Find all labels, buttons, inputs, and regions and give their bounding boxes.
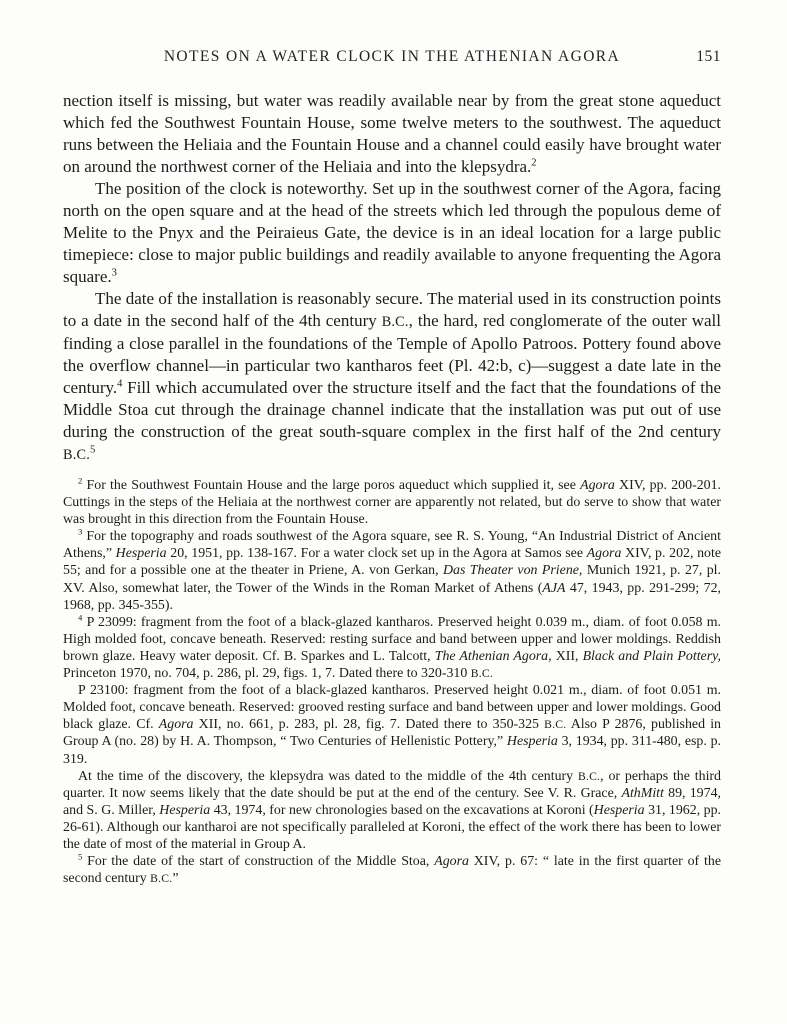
body-text — [63, 90, 721, 466]
footnote-4-part-2: P 23100: fragment from the foot of a black-glazed kantharos. Preserved height 0.021 m., diam. of foot 0.051 m. Molded foot, concave beneath. Reserved: grooved resting surface and band between upper and lower moldings. Good black glaze. Cf. Agora XII, no. 661, p. 283, pl. 28, fig. 7. Dated there to 350-325 B.C. Also P 2876, published in Group A (no. 28) by H. A. Thompson, “ Two Centuries of Hellenistic Pottery,” Hesperia 3, 1934, pp. 311-480, esp. p. 319. — [63, 683, 721, 767]
footnotes — [63, 477, 721, 887]
running-title: NOTES ON A WATER CLOCK IN THE ATHENIAN AGORA — [163, 48, 621, 65]
footnote-4-part-1: $^4$ P 23099: fragment from the foot of a black-glazed kantharos. Preserved height 0.039 m., diam. of foot 0.058 m. High molded foot, concave beneath. Reserved: resting surface and band between upper and lower moldings. Reddish brown glaze. Heavy water deposit. Cf. B. Sparkes and L. Talcott, The Athenian Agora, XII, Black and Plain Pottery, Princeton 1970, no. 704, p. 286, pl. 29, figs. 1, 7. Dated there to 320-310 B.C. — [63, 612, 721, 682]
page-header — [63, 48, 721, 66]
footnote-5: $^5$ For the date of the start of construction of the Middle Stoa, Agora XIV, p. 67: “ late in the first quarter of the second century B.C.” — [63, 851, 721, 887]
body-paragraph-3: The date of the installation is reasonably secure. The material used in its construction points to a date in the second half of the 4th century B.C., the hard, red conglomerate of the outer wall finding a close parallel in the foundations of the Temple of Apollo Patroos. Pottery found above the overflow channel—in particular two kantharos feet (Pl. 42:b, c)—suggest a date late in the century.$^4$ Fill which accumulated over the structure itself and the fact that the foundations of the Middle Stoa cut through the drainage channel indicate that the installation was put out of use during the construction of the great south-square complex in the first half of the 2nd century B.C.$^5$ — [63, 289, 721, 463]
footnote-4-part-3: At the time of the discovery, the klepsydra was dated to the middle of the 4th century B.C., or perhaps the third quarter. It now seems likely that the date should be put at the end of the century. See V. R. Grace, AthMitt 89, 1974, and S. G. Miller, Hesperia 43, 1974, for new chronologies based on the excavations at Koroni (Hesperia 31, 1962, pp. 26-61). Although our kantharoi are not specifically paralleled at Koroni, the effect of the work there has been to lower the date of most of the material in Group A. — [63, 768, 722, 852]
page-number: 151 — [696, 48, 721, 65]
footnote-3: $^3$ For the topography and roads southwest of the Agora square, see R. S. Young, “An Industrial District of Ancient Athens,” Hesperia 20, 1951, pp. 138-167. For a water clock set up in the Agora at Samos see Agora XIV, p. 202, note 55; and for a possible one at the theater in Priene, A. von Gerkan, Das Theater von Priene, Munich 1921, p. 27, pl. XV. Also, somewhat later, the Tower of the Winds in the Roman Market of Athens (AJA 47, 1943, pp. 291-299; 72, 1968, pp. 345-355). — [63, 526, 722, 613]
footnote-2: $^2$ For the Southwest Fountain House and the large poros aqueduct which supplied it, see Agora XIV, pp. 200-201. Cuttings in the steps of the Heliaia at the northwest corner are apparently not related, but do serve to show that water was brought in this direction from the Fountain House. — [63, 475, 722, 528]
body-paragraph-1: nection itself is missing, but water was readily available near by from the great stone aqueduct which fed the Southwest Fountain House, some twelve meters to the southwest. The aqueduct runs between the Heliaia and the Fountain House and a channel could easily have brought water on around the northwest corner of the Heliaia and into the klepsydra.$^2$ — [63, 91, 721, 176]
body-paragraph-2: The position of the clock is noteworthy. Set up in the southwest corner of the Agora, facing north on the open square and at the head of the streets which led through the populous deme of Melite to the Pnyx and the Peiraieus Gate, the device is in an ideal location for a large public timepiece: close to major public buildings and readily available to anyone frequenting the Agora square.$^3$ — [63, 179, 721, 286]
